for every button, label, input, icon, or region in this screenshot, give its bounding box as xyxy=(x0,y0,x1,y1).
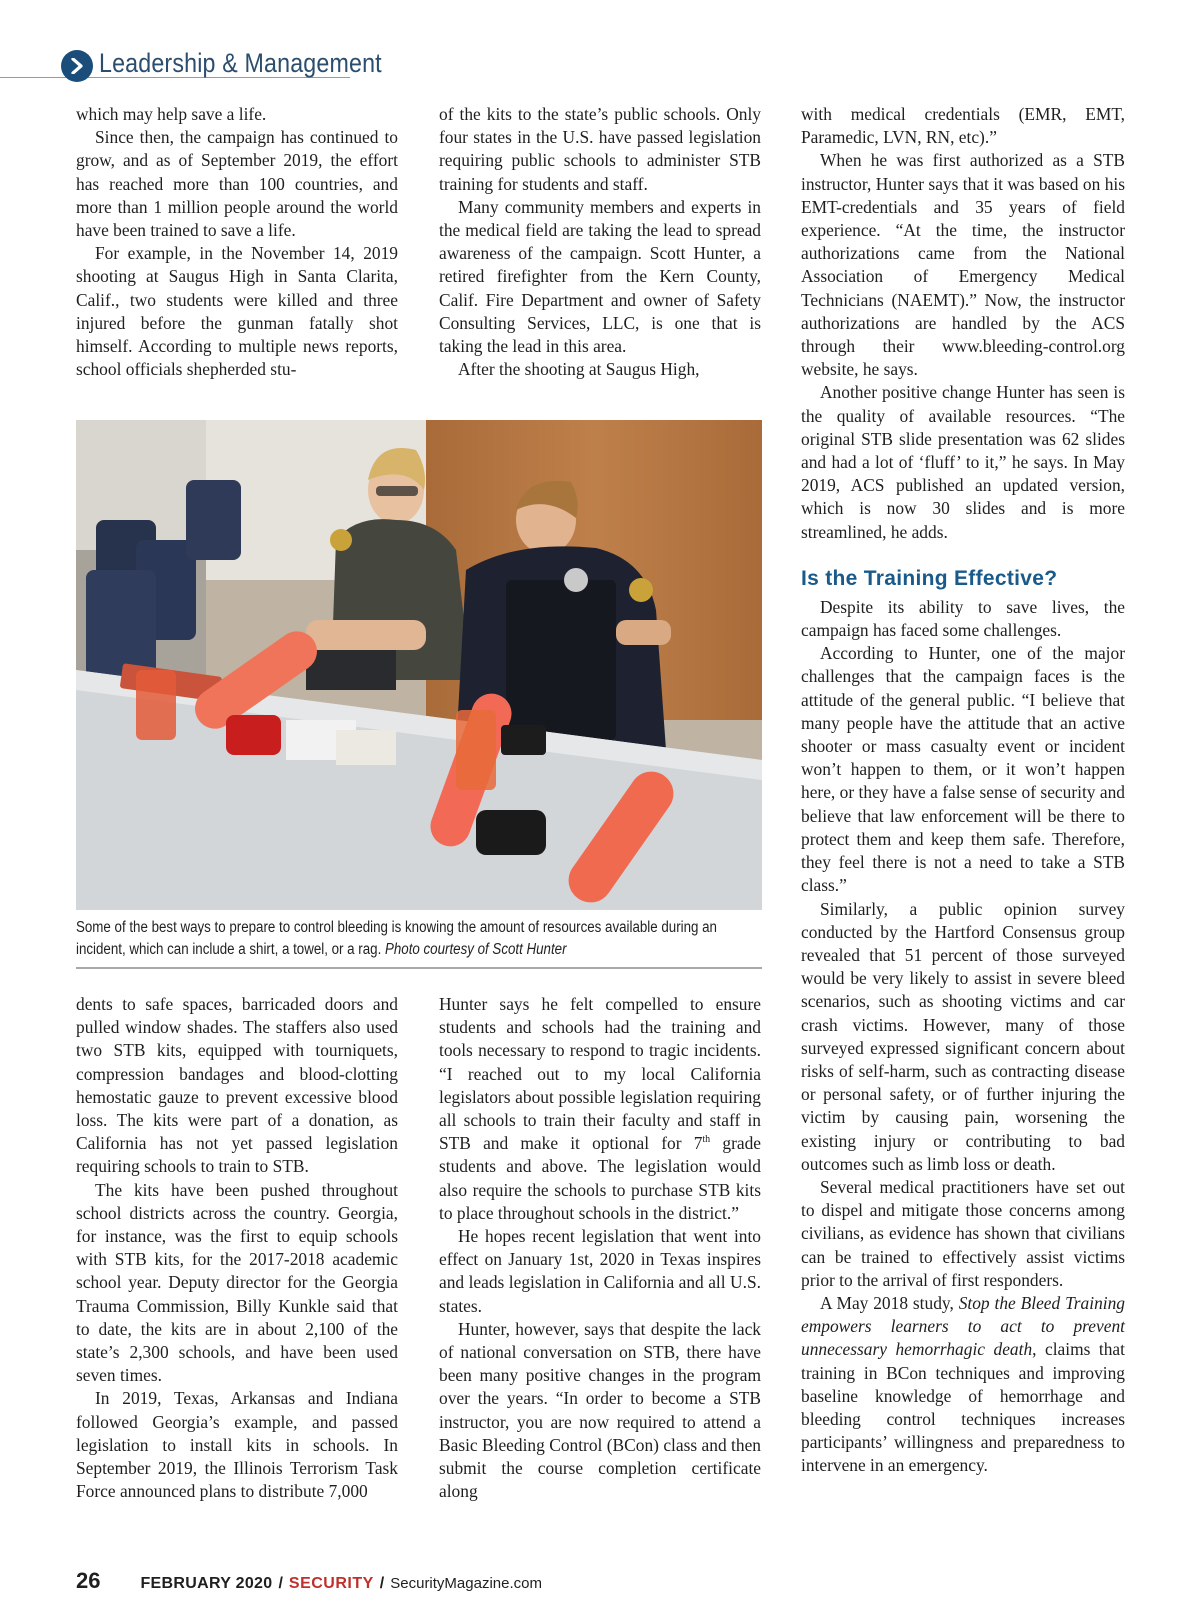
paragraph: Another positive change Hunter has seen is the quality of available resources. “The original STB slide presentation was 62 slides and had a lot of ‘fluff’ to it,” he says. In May 2019, ACS published an updated version, which is now 30 slides and is more streamlined, he adds. xyxy=(801,382,1125,542)
paragraph: After the shooting at Saugus High, xyxy=(458,359,700,380)
paragraph: with medical credentials (EMR, EMT, Paramedic, LVN, RN, etc).” xyxy=(801,104,1125,148)
paragraph: When he was first authorized as a STB instructor, Hunter says that it was based on his EMT-credentials and 35 years of field experience. “At the time, the instructor authorizations came from the National Association of Emergency Medical Technicians (NAEMT).” Now, the instructor authorizations are handled by the ACS through their www.bleeding-control.org website, he says. xyxy=(801,150,1125,380)
paragraph: He hopes recent legislation that went into effect on January 1st, 2020 in Texas inspires and leads legislation in California and all U.S. states. xyxy=(439,1226,761,1316)
article-column-1-bottom xyxy=(76,993,398,1503)
paragraph: Many community members and experts in the medical field are taking the lead to spread awareness of the campaign. Scott Hunter, a retired firefighter from the Kern County, Calif. Fire Department and owner of Safety Consulting Services, LLC, is one that is taking the lead in this area. xyxy=(439,196,761,357)
paragraph xyxy=(801,1292,1125,1478)
caption-text: Some of the best ways to prepare to control bleeding is knowing the amount of resources available during an incident, which can include a shirt, a towel, or a rag. xyxy=(76,919,717,958)
study-title: Stop the Bleed Training empowers learners to act to prevent unnecessary hemorrhagic death xyxy=(801,1292,1125,1360)
text-run: , claims that training in BCon techniques and improving baseline knowledge of hemorrhage and bleeding control techniques increases participants’ willingness and preparedness to intervene in an emergency. xyxy=(801,1339,1125,1476)
article-column-3 xyxy=(801,103,1125,1478)
paragraph: Despite its ability to save lives, the campaign has faced some challenges. xyxy=(801,596,1125,641)
footer-separator: / xyxy=(278,1575,283,1592)
paragraph: Similarly, a public opinion survey conducted by the Hartford Consensus group revealed that 51 percent of those surveyed would be very likely to assist in severe bleed scenarios, such as shooting victims and car crash victims. However, many of those surveyed expressed significant concern about risks of self-harm, such as contracting disease or personal safety, or of further injuring the victim by causing pain, worsening the existing injury or contributing to bad outcomes such as limb loss or death. xyxy=(801,898,1125,1174)
text-run: A May 2018 study, xyxy=(820,1292,959,1313)
paragraph: Since then, the campaign has continued to grow, and as of September 2019, the effort has reached more than 100 countries, and more than 1 million people around the world have been trained to save a life. xyxy=(76,127,398,241)
superscript: th xyxy=(702,1134,711,1146)
paragraph: In 2019, Texas, Arkansas and Indiana followed Georgia’s example, and passed legislation to install kits in schools. In September 2019, the Illinois Terrorism Task Force announced plans to distribute 7,000 xyxy=(76,1388,398,1502)
article-column-2-top xyxy=(439,103,761,381)
paragraph xyxy=(439,993,761,1225)
paragraph: For example, in the November 14, 2019 shooting at Saugus High in Santa Clarita, Calif., two students were killed and three injured before the gunman fatally shot himself. According to multiple news reports, school officials shepherded stu- xyxy=(76,243,398,380)
article-column-1-top xyxy=(76,103,398,381)
paragraph: of the kits to the state’s public schools. Only four states in the U.S. have passed legislation requiring public schools to administer STB training for students and staff. xyxy=(439,104,761,194)
paragraph: Several medical practitioners have set out to dispel and mitigate those concerns among civilians, as evidence has shown that civilians can be trained to effectively assist victims prior to the arrival of first responders. xyxy=(801,1176,1125,1290)
text-run: grade students and above. The legislation would also require the schools to purchase STB kits to place throughout schools in the district.” xyxy=(439,1133,761,1223)
paragraph: which may help save a life. xyxy=(76,104,267,124)
page-footer xyxy=(76,1568,542,1594)
caption-rule xyxy=(76,967,762,969)
page-number: 26 xyxy=(76,1568,101,1593)
chevron-right-icon xyxy=(61,50,93,82)
paragraph: According to Hunter, one of the major challenges that the campaign faces is the attitude of the general public. “I believe that many people have the attitude that an active shooter or mass casualty event or incident won’t happen to them, or it won’t happen here, or they have a false sense of security and believe that law enforcement will be there to protect them and keep them safe. Therefore, they feel there is not a need to take a STB class.” xyxy=(801,643,1125,896)
photo-credit: Photo courtesy of Scott Hunter xyxy=(384,941,567,958)
photo-caption xyxy=(76,917,762,961)
text-run: Hunter says he felt compelled to ensure students and schools had the training and tools necessary to respond to tragic incidents. “I reached out to my local California legislators about possible legislation requiring all schools to train their faculty and staff in STB and make it optional for 7 xyxy=(439,994,761,1154)
issue-date: FEBRUARY 2020 xyxy=(140,1575,273,1592)
paragraph: The kits have been pushed throughout school districts across the country. Georgia, for instance, was the first to equip schools with STB kits, for the 2017-2018 academic school year. Deputy director for the Georgia Trauma Commission, Billy Kunkle said that to date, the kits are in about 2,100 of the state’s 2,300 schools, and have been used seven times. xyxy=(76,1179,398,1386)
paragraph: Hunter, however, says that despite the lack of national conversation on STB, there have been many positive changes in the program over the years. “In order to become a STB instructor, you are now required to attend a Basic Bleeding Control (BCon) class and then submit the course completion certificate along xyxy=(439,1318,761,1502)
magazine-name: SECURITY xyxy=(288,1575,374,1592)
section-title: Leadership & Management xyxy=(99,48,382,78)
article-column-2-bottom xyxy=(439,993,761,1503)
website-link: SecurityMagazine.com xyxy=(390,1575,542,1592)
footer-separator: / xyxy=(379,1575,385,1592)
paragraph: dents to safe spaces, barricaded doors and pulled window shades. The staffers also used two STB kits, equipped with tourniquets, compression bandages and blood-clotting hemostatic gauze to prevent excessive blood loss. The kits were part of a donation, as California has not yet passed legislation requiring schools to train to STB. xyxy=(76,994,398,1177)
section-subheading: Is the Training Effective? xyxy=(801,566,1058,590)
article-photo xyxy=(76,420,762,910)
